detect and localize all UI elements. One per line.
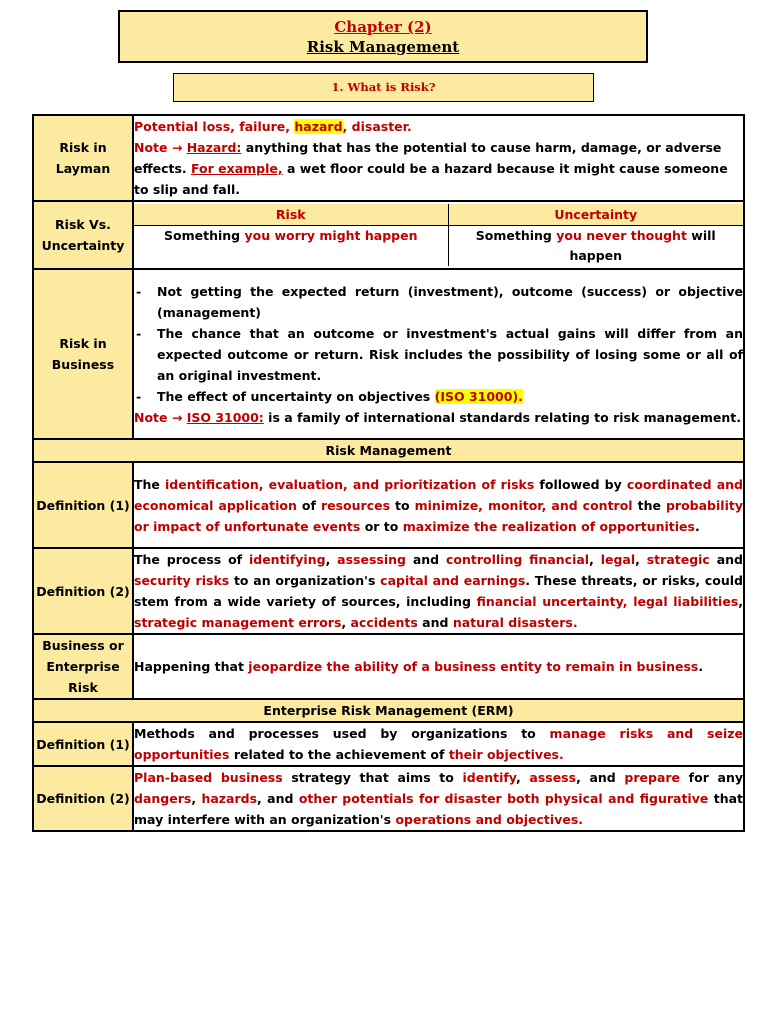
body-text: and — [405, 552, 446, 567]
table-row — [33, 699, 744, 722]
row-label: Definition (1) — [33, 462, 133, 548]
body-text: , — [191, 791, 202, 806]
emphasis-text: their objectives. — [448, 747, 564, 762]
body-text: The — [134, 476, 166, 492]
list-item — [134, 323, 743, 386]
note-label: Note → — [134, 409, 187, 425]
body-text: , — [341, 615, 351, 630]
row-content — [133, 115, 744, 201]
emphasis-text: accidents — [350, 615, 418, 630]
list-item-text: The effect of uncertainty on objectives — [157, 388, 435, 404]
body-text: , and — [576, 770, 625, 785]
risk-cell-pre: Something — [164, 228, 245, 243]
list-item-text: The chance that an outcome or investment's actual gains will differ from an expected outcome or return. Risk includes the possibility of losing some or all of an original investment. — [157, 325, 743, 383]
layman-line — [134, 119, 412, 134]
body-text: followed by — [534, 476, 627, 492]
body-text: , — [516, 770, 530, 785]
emphasis-text: identify — [462, 770, 516, 785]
emphasis-text: operations and objectives. — [395, 812, 584, 827]
uncertainty-cell-post: will happen — [569, 228, 716, 263]
body-text: or to — [360, 518, 403, 534]
body-text: Methods and processes used by organizations to — [134, 726, 550, 741]
body-text: , — [738, 594, 744, 609]
note-label: Note → — [134, 140, 187, 155]
layman-text-end: , disaster. — [342, 119, 412, 134]
body-text: . These threats, or risks, could stem from a wide variety of sources, including — [134, 573, 743, 609]
row-content — [133, 462, 744, 548]
body-text: and — [417, 615, 453, 630]
table-row — [33, 548, 744, 634]
dash-bullet: - — [136, 325, 142, 341]
row-label: Risk Vs. Uncertainty — [33, 201, 133, 269]
emphasis-text: maximize the realization of opportunities — [402, 518, 695, 534]
table-row — [33, 766, 744, 831]
risk-cell-red: you worry might happen — [244, 228, 418, 243]
row-content — [133, 201, 744, 269]
emphasis-text: resources — [320, 497, 391, 513]
body-text: the — [632, 497, 666, 513]
body-text: strategy that aims to — [282, 770, 463, 785]
table-row — [33, 634, 744, 699]
risk-table — [32, 114, 745, 832]
emphasis-text: controlling financial — [445, 552, 590, 567]
emphasis-text: assessing — [337, 552, 406, 567]
dash-bullet: - — [136, 283, 142, 299]
body-text: of — [296, 497, 321, 513]
emphasis-text: strategic management errors — [134, 615, 342, 630]
uncertainty-cell-pre: Something — [475, 228, 557, 243]
emphasis-text: financial uncertainty, legal liabilities — [476, 594, 739, 609]
iso-highlight: (ISO 31000). — [434, 388, 523, 404]
row-content — [133, 548, 744, 634]
note-term: Hazard: — [186, 140, 242, 155]
body-text: to an organization's — [229, 573, 381, 588]
table-row — [33, 722, 744, 766]
section-band-erm: Enterprise Risk Management (ERM) — [33, 699, 744, 722]
emphasis-text: security risks — [134, 573, 230, 588]
body-text: for any — [680, 770, 743, 785]
dash-bullet: - — [136, 388, 142, 404]
table-row — [33, 115, 744, 201]
layman-text: Potential loss, failure, — [134, 119, 295, 134]
emphasis-text: minimize, monitor, and control — [414, 497, 633, 513]
emphasis-text: identification, evaluation, and prioritization of risks — [165, 476, 535, 492]
table-row — [33, 439, 744, 462]
chapter-title: Risk Management — [306, 38, 460, 56]
emphasis-text: manage risks and seize opportunities — [134, 726, 743, 762]
uncertainty-cell-red: you never thought — [556, 228, 687, 243]
body-text: and — [709, 552, 743, 567]
uncertainty-cell — [448, 226, 743, 267]
emphasis-text: identifying — [248, 552, 326, 567]
comparison-header — [134, 204, 743, 226]
emphasis-text: probability or impact of unfortunate events — [134, 497, 743, 534]
example-text: a wet floor could be a hazard because it might cause someone to slip and fall. — [134, 161, 728, 197]
body-text: to — [390, 497, 415, 513]
body-text: , — [325, 552, 338, 567]
table-row — [33, 201, 744, 269]
row-label: Definition (2) — [33, 548, 133, 634]
risk-cell — [134, 226, 448, 267]
body-text: The process of — [134, 552, 249, 567]
business-list — [134, 281, 743, 407]
body-text: , — [589, 552, 601, 567]
comparison-table — [134, 204, 743, 266]
row-label: Definition (1) — [33, 722, 133, 766]
hazard-highlight: hazard — [294, 119, 343, 134]
row-content — [133, 634, 744, 699]
emphasis-text: Plan-based business — [134, 770, 283, 785]
emphasis-text: other potentials for disaster both physical and figurative — [298, 791, 709, 806]
table-row — [33, 269, 744, 439]
emphasis-text: capital and earnings — [380, 573, 526, 588]
body-text: related to the achievement of — [229, 747, 449, 762]
chapter-title-box — [118, 10, 648, 63]
row-content — [133, 269, 744, 439]
row-label: Definition (2) — [33, 766, 133, 831]
row-label: Business or Enterprise Risk — [33, 634, 133, 699]
section-band-risk-management: Risk Management — [33, 439, 744, 462]
emphasis-text: legal — [600, 552, 636, 567]
row-label: Risk in Layman — [33, 115, 133, 201]
list-item — [134, 281, 743, 323]
chapter-number: Chapter (2) — [334, 18, 432, 36]
comparison-body — [134, 226, 743, 267]
emphasis-text: prepare — [624, 770, 681, 785]
list-item — [134, 386, 743, 407]
row-content — [133, 722, 744, 766]
enterprise-risk-post: . — [698, 659, 704, 674]
note-text: anything that has the potential to cause harm, damage, or adverse effects. — [134, 140, 722, 176]
body-text: , and — [257, 791, 299, 806]
emphasis-text: strategic — [646, 552, 710, 567]
emphasis-text: hazards — [201, 791, 258, 806]
emphasis-text: assess — [529, 770, 577, 785]
uncertainty-header: Uncertainty — [448, 204, 743, 226]
section-heading: 1. What is Risk? — [173, 73, 594, 102]
body-text: . — [694, 518, 700, 534]
list-item-text: Not getting the expected return (investment), outcome (success) or objective (management) — [157, 283, 743, 320]
example-label: For example, — [191, 161, 283, 176]
emphasis-text: coordinated and economical application — [134, 476, 743, 513]
note-text: is a family of international standards relating to risk management. — [263, 409, 741, 425]
emphasis-text: dangers — [134, 791, 192, 806]
enterprise-risk-pre: Happening that — [134, 659, 249, 674]
table-row — [33, 462, 744, 548]
body-text: , — [635, 552, 647, 567]
row-label: Risk in Business — [33, 269, 133, 439]
emphasis-text: natural disasters. — [452, 615, 578, 630]
row-content — [133, 766, 744, 831]
note-term: ISO 31000: — [186, 409, 264, 425]
risk-header: Risk — [134, 204, 448, 226]
enterprise-risk-red: jeopardize the ability of a business entity to remain in business — [248, 659, 699, 674]
body-text: that may interfere with an organization's — [134, 791, 744, 827]
